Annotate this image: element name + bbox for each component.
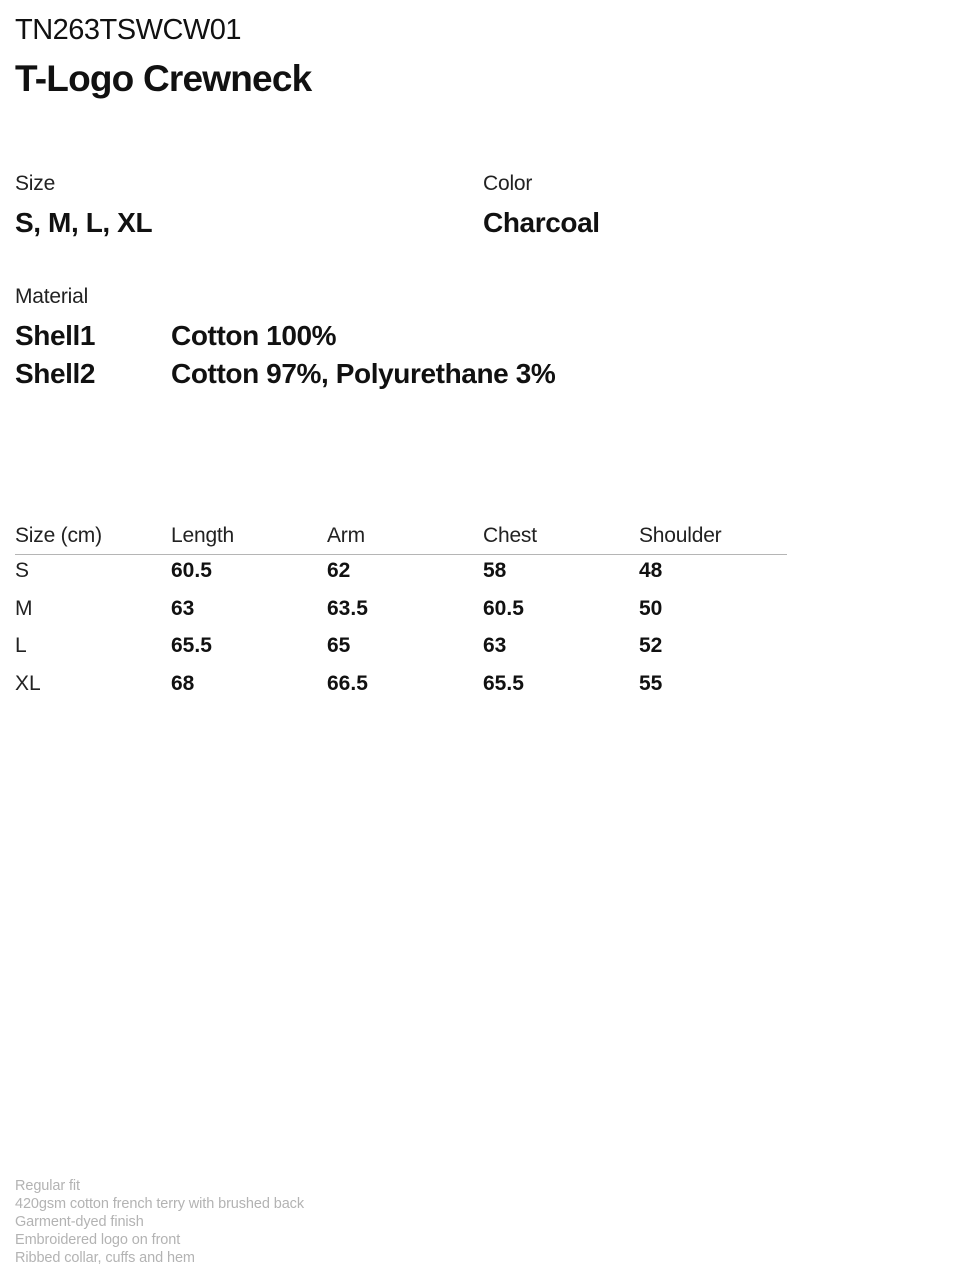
color-label: Color <box>483 172 533 195</box>
cell-shoulder: 52 <box>639 634 663 658</box>
header-size: Size (cm) <box>15 524 102 547</box>
table-header <box>15 520 787 555</box>
material-composition: Cotton 97%, Polyurethane 3% <box>171 358 556 389</box>
cell-arm: 65 <box>327 634 351 658</box>
table-row <box>15 593 787 631</box>
product-notes <box>15 1177 304 1267</box>
material-part: Shell2 <box>15 358 96 389</box>
material-label: Material <box>15 285 89 308</box>
note-line: Regular fit <box>15 1178 80 1194</box>
cell-chest: 60.5 <box>483 596 524 620</box>
material-part: Shell1 <box>15 320 96 351</box>
size-chart-table <box>15 520 787 706</box>
note-line: Garment-dyed finish <box>15 1214 144 1230</box>
cell-length: 60.5 <box>171 559 212 582</box>
cell-size: M <box>15 596 33 620</box>
cell-chest: 63 <box>483 634 507 658</box>
cell-size: XL <box>15 672 41 696</box>
header-shoulder: Shoulder <box>639 524 722 547</box>
cell-shoulder: 48 <box>639 559 663 582</box>
cell-arm: 66.5 <box>327 672 368 696</box>
header-arm: Arm <box>327 524 365 547</box>
cell-chest: 65.5 <box>483 672 524 696</box>
table-row <box>15 668 787 706</box>
material-composition: Cotton 100% <box>171 320 337 351</box>
header-chest: Chest <box>483 524 537 547</box>
cell-arm: 63.5 <box>327 596 368 620</box>
product-code: TN263TSWCW01 <box>15 14 242 46</box>
note-line: Ribbed collar, cuffs and hem <box>15 1250 195 1266</box>
table-row <box>15 630 787 668</box>
header-length: Length <box>171 524 235 547</box>
table-row <box>15 555 787 593</box>
size-label: Size <box>15 172 56 195</box>
cell-length: 65.5 <box>171 634 212 658</box>
cell-shoulder: 55 <box>639 672 663 696</box>
cell-shoulder: 50 <box>639 596 663 620</box>
product-name: T-Logo Crewneck <box>15 58 312 99</box>
cell-size: L <box>15 634 27 658</box>
size-value: S, M, L, XL <box>15 207 153 238</box>
cell-size: S <box>15 559 30 582</box>
note-line: Embroidered logo on front <box>15 1232 181 1248</box>
cell-length: 68 <box>171 672 195 696</box>
cell-chest: 58 <box>483 559 507 582</box>
color-value: Charcoal <box>483 207 600 238</box>
cell-arm: 62 <box>327 559 351 582</box>
note-line: 420gsm cotton french terry with brushed back <box>15 1196 304 1212</box>
cell-length: 63 <box>171 596 195 620</box>
